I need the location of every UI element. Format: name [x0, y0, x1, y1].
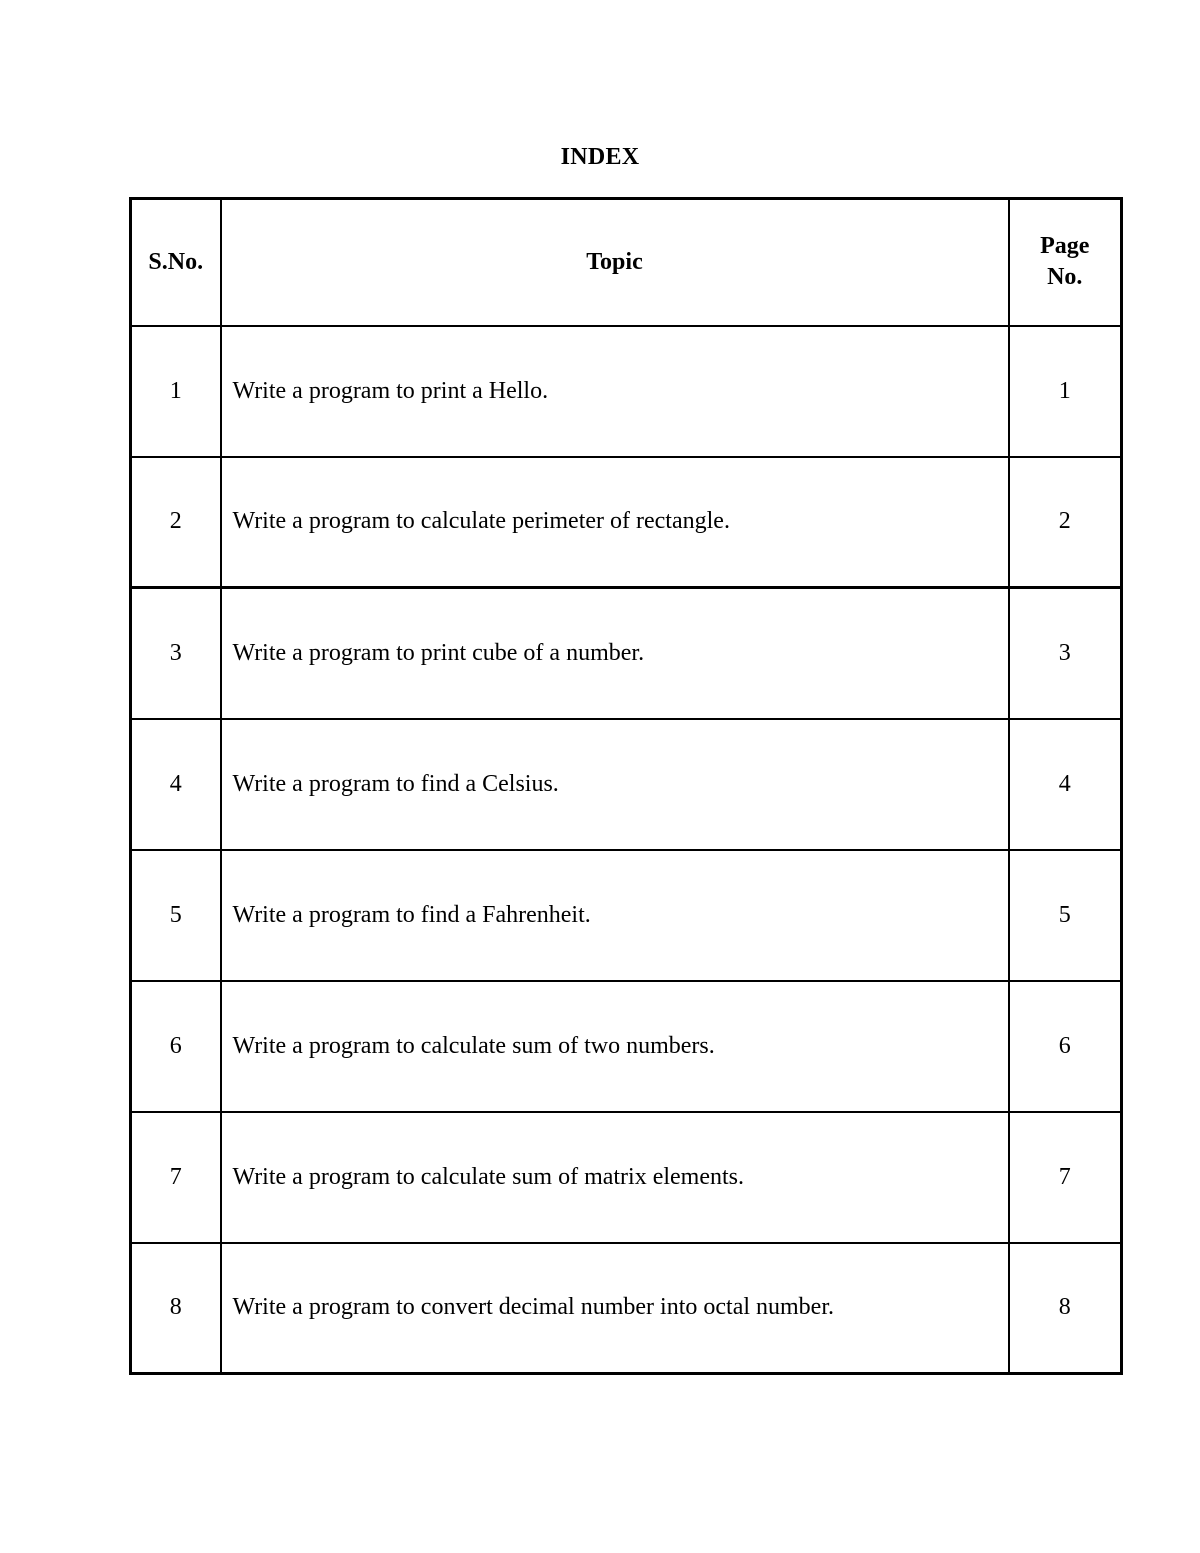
header-page-line1: Page [1040, 233, 1090, 260]
row-topic: Write a program to find a Celsius. [221, 719, 1009, 850]
row-sno: 4 [131, 719, 221, 850]
table-row [131, 719, 1122, 850]
row-sno: 5 [131, 850, 221, 981]
page-title: INDEX [560, 144, 640, 170]
table-row [131, 457, 1122, 588]
row-sno: 3 [131, 588, 221, 719]
row-page-no: 5 [1009, 850, 1122, 981]
table-row [131, 850, 1122, 981]
header-page-line2: No. [1047, 264, 1083, 291]
index-table [129, 197, 1123, 1375]
table-row [131, 588, 1122, 719]
row-topic: Write a program to calculate perimeter of rectangle. [221, 457, 1009, 588]
table-row [131, 1243, 1122, 1374]
row-topic: Write a program to calculate sum of two numbers. [221, 981, 1009, 1112]
row-topic: Write a program to print a Hello. [221, 326, 1009, 457]
row-topic: Write a program to convert decimal number into octal number. [221, 1243, 1009, 1374]
row-sno: 2 [131, 457, 221, 588]
header-page-no [1009, 199, 1122, 326]
row-page-no: 1 [1009, 326, 1122, 457]
header-sno: S.No. [131, 199, 221, 326]
row-topic: Write a program to print cube of a number. [221, 588, 1009, 719]
row-sno: 1 [131, 326, 221, 457]
table-row [131, 326, 1122, 457]
row-topic: Write a program to find a Fahrenheit. [221, 850, 1009, 981]
row-page-no: 3 [1009, 588, 1122, 719]
row-page-no: 6 [1009, 981, 1122, 1112]
row-sno: 7 [131, 1112, 221, 1243]
row-sno: 6 [131, 981, 221, 1112]
row-page-no: 8 [1009, 1243, 1122, 1374]
row-page-no: 4 [1009, 719, 1122, 850]
row-page-no: 7 [1009, 1112, 1122, 1243]
row-topic: Write a program to calculate sum of matrix elements. [221, 1112, 1009, 1243]
header-topic: Topic [221, 199, 1009, 326]
row-page-no: 2 [1009, 457, 1122, 588]
table-header-row [131, 199, 1122, 326]
table-row [131, 981, 1122, 1112]
table-row [131, 1112, 1122, 1243]
row-sno: 8 [131, 1243, 221, 1374]
